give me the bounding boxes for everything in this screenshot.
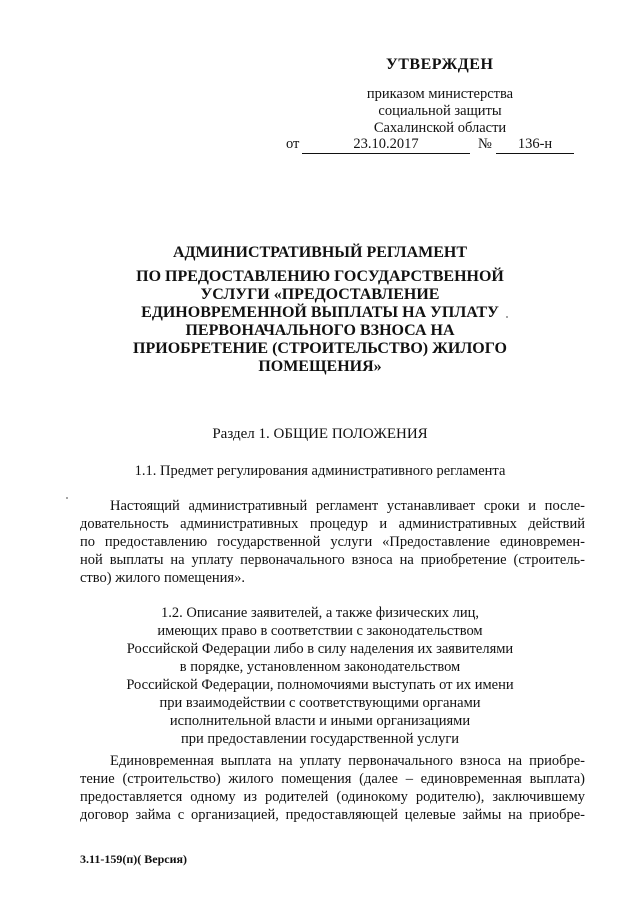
heading-line: при предоставлении государственной услуги [180, 731, 460, 747]
paragraph-line: предоставляется одному из родителей (одинокому родителю), заключившему [80, 789, 585, 805]
subsection-1-2-heading [80, 604, 560, 748]
scan-speck [506, 316, 508, 318]
title-line: АДМИНИСТРАТИВНЫЙ РЕГЛАМЕНТ [172, 244, 468, 261]
paragraph-1 [80, 497, 585, 587]
approval-title: УТВЕРЖДЕН [386, 56, 494, 73]
heading-line: исполнительной власти и иными организациями [169, 713, 471, 729]
subsection-1-1-heading: 1.1. Предмет регулирования административного регламента [134, 463, 506, 479]
title-line: УСЛУГИ «ПРЕДОСТАВЛЕНИЕ [200, 286, 440, 303]
paragraph-line: договор займа с организацией, предоставляющей целевые займы на приобре- [80, 807, 585, 823]
paragraph-line: Единовременная выплата на уплату первоначального взноса на приобре- [110, 753, 585, 769]
title-line: ПЕРВОНАЧАЛЬНОГО ВЗНОСА НА [185, 322, 455, 339]
paragraph-line: ной выплаты на уплату первоначального взноса на приобретение (строитель- [80, 552, 585, 568]
order-details [280, 136, 580, 156]
heading-line: Российской Федерации, полномочиями выступать от их имени [126, 677, 514, 693]
title-line: ЕДИНОВРЕМЕННОЙ ВЫПЛАТЫ НА УПЛАТУ [141, 304, 499, 321]
approval-line-1: приказом министерства [366, 86, 514, 102]
title-line: ПО ПРЕДОСТАВЛЕНИЮ ГОСУДАРСТВЕННОЙ [136, 268, 504, 285]
heading-line: при взаимодействии с соответствующими органами [159, 695, 481, 711]
paragraph-line: Настоящий административный регламент устанавливает сроки и после- [110, 498, 585, 514]
paragraph-line: довательность административных процедур и административных действий [80, 516, 585, 532]
heading-line: 1.2. Описание заявителей, а также физических лиц, [160, 605, 480, 621]
heading-line: Российской Федерации либо в силу наделения их заявителями [126, 641, 514, 657]
section-heading: Раздел 1. ОБЩИЕ ПОЛОЖЕНИЯ [212, 426, 428, 442]
document-code: 3.11-159(п)( Версия) [80, 852, 187, 866]
order-from-label: от [286, 136, 300, 152]
order-number: 136-н [496, 136, 574, 154]
scan-speck [66, 497, 68, 499]
order-number-label: № [478, 136, 492, 152]
document-title [120, 244, 520, 376]
paragraph-line: ство) жилого помещения». [80, 570, 245, 586]
paragraph-line: по предоставлению государственной услуги «Предоставление единовремен- [80, 534, 585, 550]
title-line: ПОМЕЩЕНИЯ» [258, 358, 382, 375]
approval-line-2: социальной защиты [378, 103, 502, 119]
approval-line-3: Сахалинской области [373, 120, 507, 136]
heading-line: в порядке, установленном законодательством [179, 659, 461, 675]
heading-line: имеющих право в соответствии с законодательством [157, 623, 483, 639]
title-line: ПРИОБРЕТЕНИЕ (СТРОИТЕЛЬСТВО) ЖИЛОГО [133, 340, 507, 357]
paragraph-2 [80, 752, 585, 824]
paragraph-line: тение (строительство) жилого помещения (далее – единовременная выплата) [80, 771, 585, 787]
order-date: 23.10.2017 [302, 136, 470, 154]
